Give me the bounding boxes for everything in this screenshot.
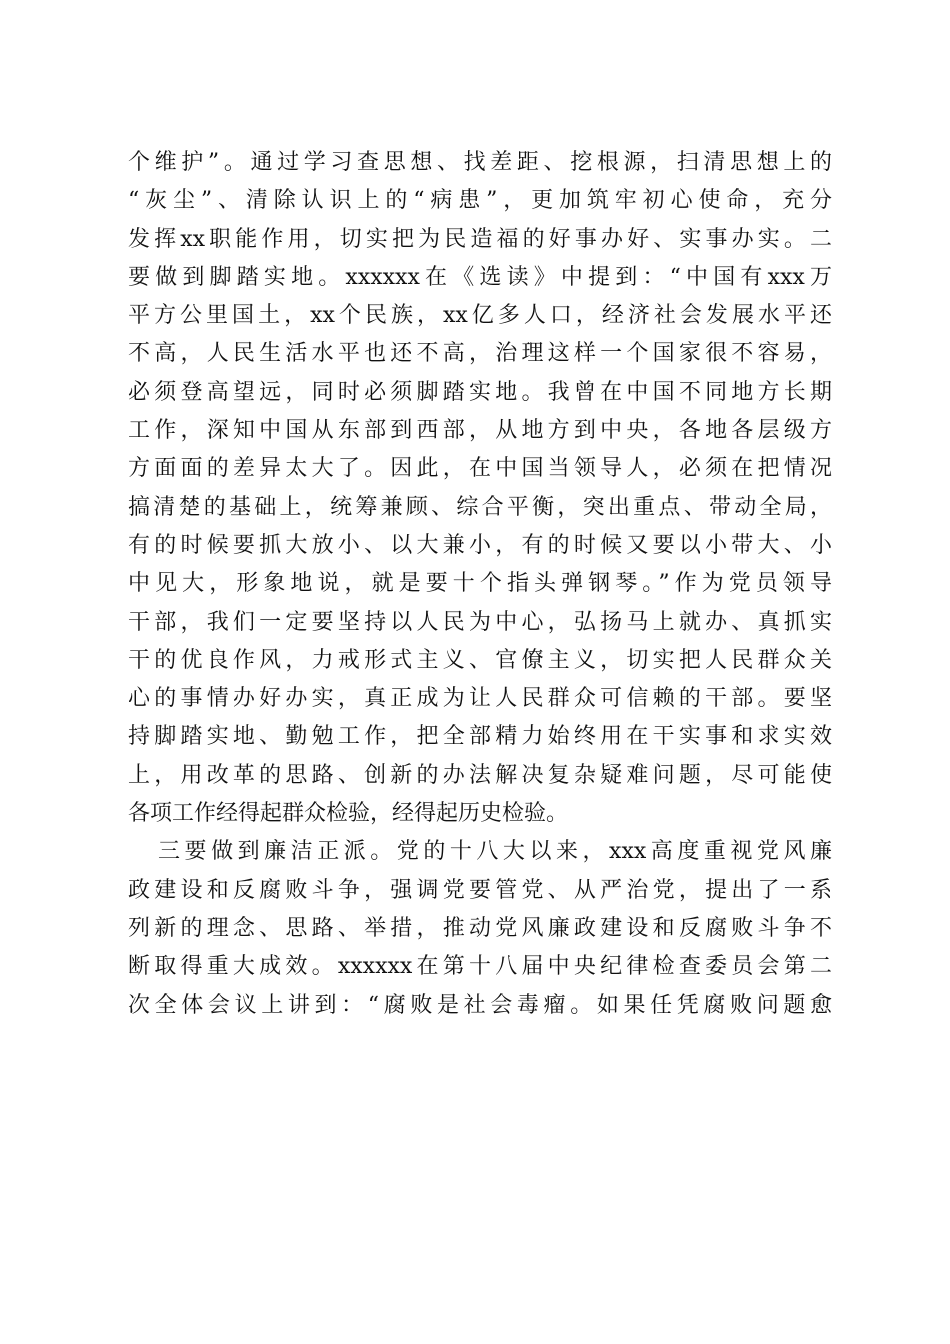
text-line: 三要做到廉洁正派。党的十八大以来，xxx高度重视党风廉 bbox=[158, 839, 832, 865]
text-line: 要做到脚踏实地。xxxxxx在《选读》中提到：“中国有xxx万 bbox=[128, 264, 832, 290]
text-line: 个维护”。通过学习查思想、找差距、挖根源，扫清思想上的 bbox=[128, 150, 832, 175]
text-line: 断取得重大成效。xxxxxx在第十八届中央纪律检查委员会第二 bbox=[128, 954, 832, 980]
text-line: 列新的理念、思路、举措，推动党风廉政建设和反腐败斗争不 bbox=[128, 915, 832, 941]
document-page bbox=[128, 144, 832, 1025]
text-line: 搞清楚的基础上，统筹兼顾、综合平衡，突出重点、带动全局， bbox=[128, 494, 832, 520]
text-line: 平方公里国土，xx个民族，xx亿多人口，经济社会发展水平还 bbox=[128, 303, 832, 329]
text-line: 心的事情办好办实，真正成为让人民群众可信赖的干部。要坚 bbox=[128, 686, 832, 712]
text-line: 方面面的差异太大了。因此，在中国当领导人，必须在把情况 bbox=[128, 456, 832, 482]
text-line: 中见大，形象地说，就是要十个指头弹钢琴。”作为党员领导 bbox=[128, 571, 832, 597]
text-line: 各项工作经得起群众检验，经得起历史检验。 bbox=[128, 801, 569, 827]
text-line: 必须登高望远，同时必须脚踏实地。我曾在中国不同地方长期 bbox=[128, 379, 832, 405]
text-line: 不高，人民生活水平也还不高，治理这样一个国家很不容易， bbox=[128, 341, 832, 367]
text-line: 干部，我们一定要坚持以人民为中心，弘扬马上就办、真抓实 bbox=[128, 609, 832, 635]
text-line: 发挥xx职能作用，切实把为民造福的好事办好、实事办实。二 bbox=[128, 226, 832, 252]
text-line: 干的优良作风，力戒形式主义、官僚主义，切实把人民群众关 bbox=[128, 647, 832, 673]
text-line: 次全体会议上讲到：“腐败是社会毒瘤。如果任凭腐败问题愈 bbox=[128, 992, 832, 1018]
text-line: 上，用改革的思路、创新的办法解决复杂疑难问题，尽可能使 bbox=[128, 762, 832, 788]
text-line: 工作，深知中国从东部到西部，从地方到中央，各地各层级方 bbox=[128, 418, 832, 444]
text-line: 政建设和反腐败斗争，强调党要管党、从严治党，提出了一系 bbox=[128, 877, 832, 903]
text-line: 有的时候要抓大放小、以大兼小，有的时候又要以小带大、小 bbox=[128, 532, 832, 558]
text-line: 持脚踏实地、勤勉工作，把全部精力始终用在干实事和求实效 bbox=[128, 724, 832, 750]
text-line: “灰尘”、清除认识上的“病患”，更加筑牢初心使命，充分 bbox=[128, 188, 832, 214]
